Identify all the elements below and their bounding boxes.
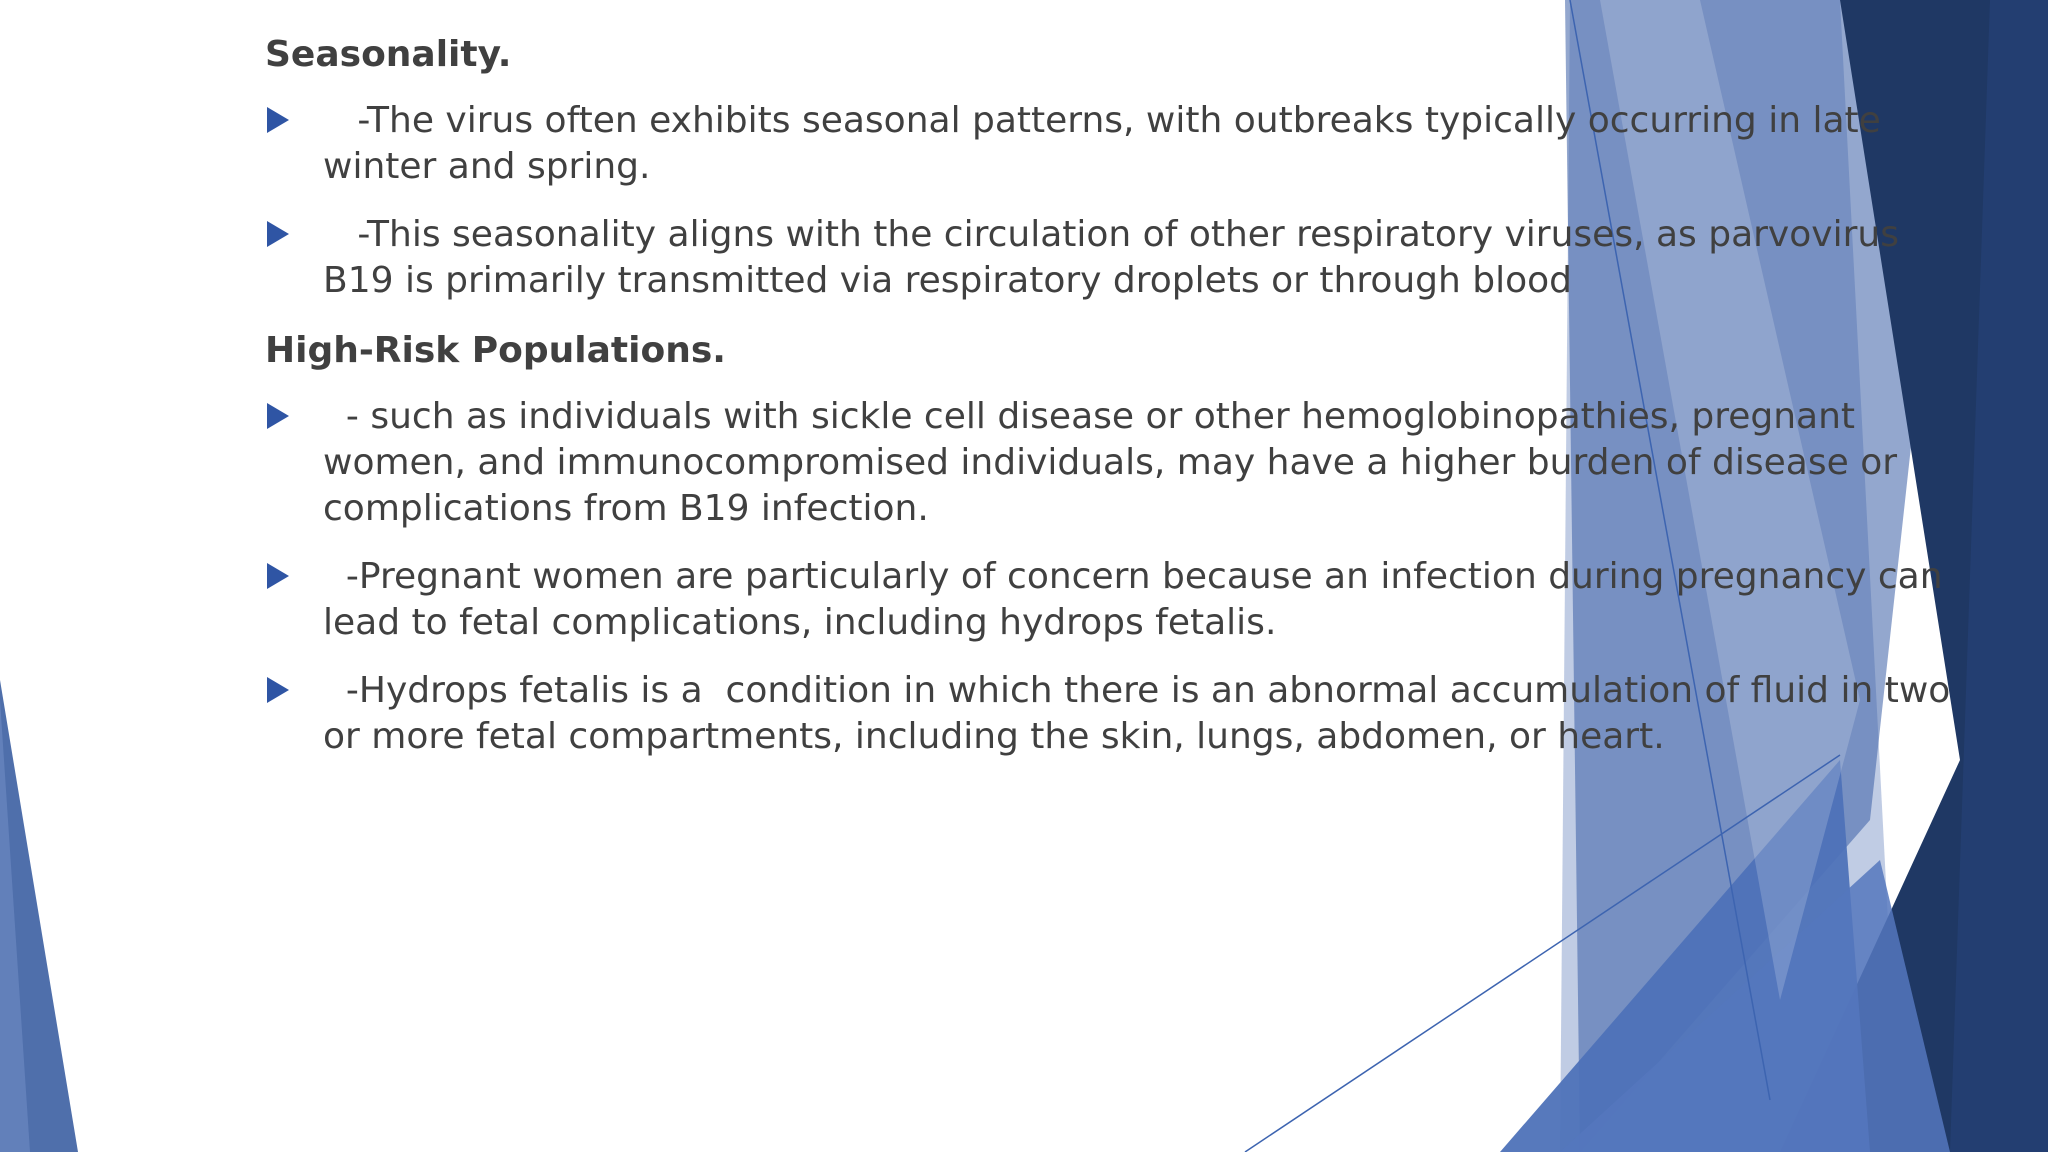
bullet-item xyxy=(265,668,1965,760)
bullet-text: -The virus often exhibits seasonal patterns, with outbreaks typically occurring in late winter and spring. xyxy=(323,100,1893,187)
bullet-text: - such as individuals with sickle cell disease or other hemoglobinopathies, pregnant women, and immunocompromised individuals, may have a higher burden of disease or complications from B19 infection. xyxy=(323,396,1909,529)
triangle-bullet-icon xyxy=(267,403,289,429)
bullet-item xyxy=(265,554,1965,646)
bullet-text: -Hydrops fetalis is a condition in which there is an abnormal accumulation of fluid in two or more fetal compartments, including the skin, lungs, abdomen, or heart. xyxy=(323,670,1962,757)
section-heading-high-risk: High-Risk Populations. xyxy=(265,330,726,371)
section-heading-seasonality: Seasonality. xyxy=(265,34,512,75)
bullet-text: -Pregnant women are particularly of concern because an infection during pregnancy can lead to fetal complications, including hydrops fetalis. xyxy=(323,556,1954,643)
bullet-item xyxy=(265,212,1965,304)
bullet-item xyxy=(265,98,1965,190)
triangle-bullet-icon xyxy=(267,221,289,247)
bullet-item xyxy=(265,394,1965,532)
slide-content xyxy=(265,30,1965,782)
triangle-bullet-icon xyxy=(267,107,289,133)
triangle-bullet-icon xyxy=(267,677,289,703)
bullet-text: -This seasonality aligns with the circulation of other respiratory viruses, as parvovirus B19 is primarily transmitted via respiratory droplets or through blood xyxy=(323,214,1911,301)
triangle-bullet-icon xyxy=(267,563,289,589)
